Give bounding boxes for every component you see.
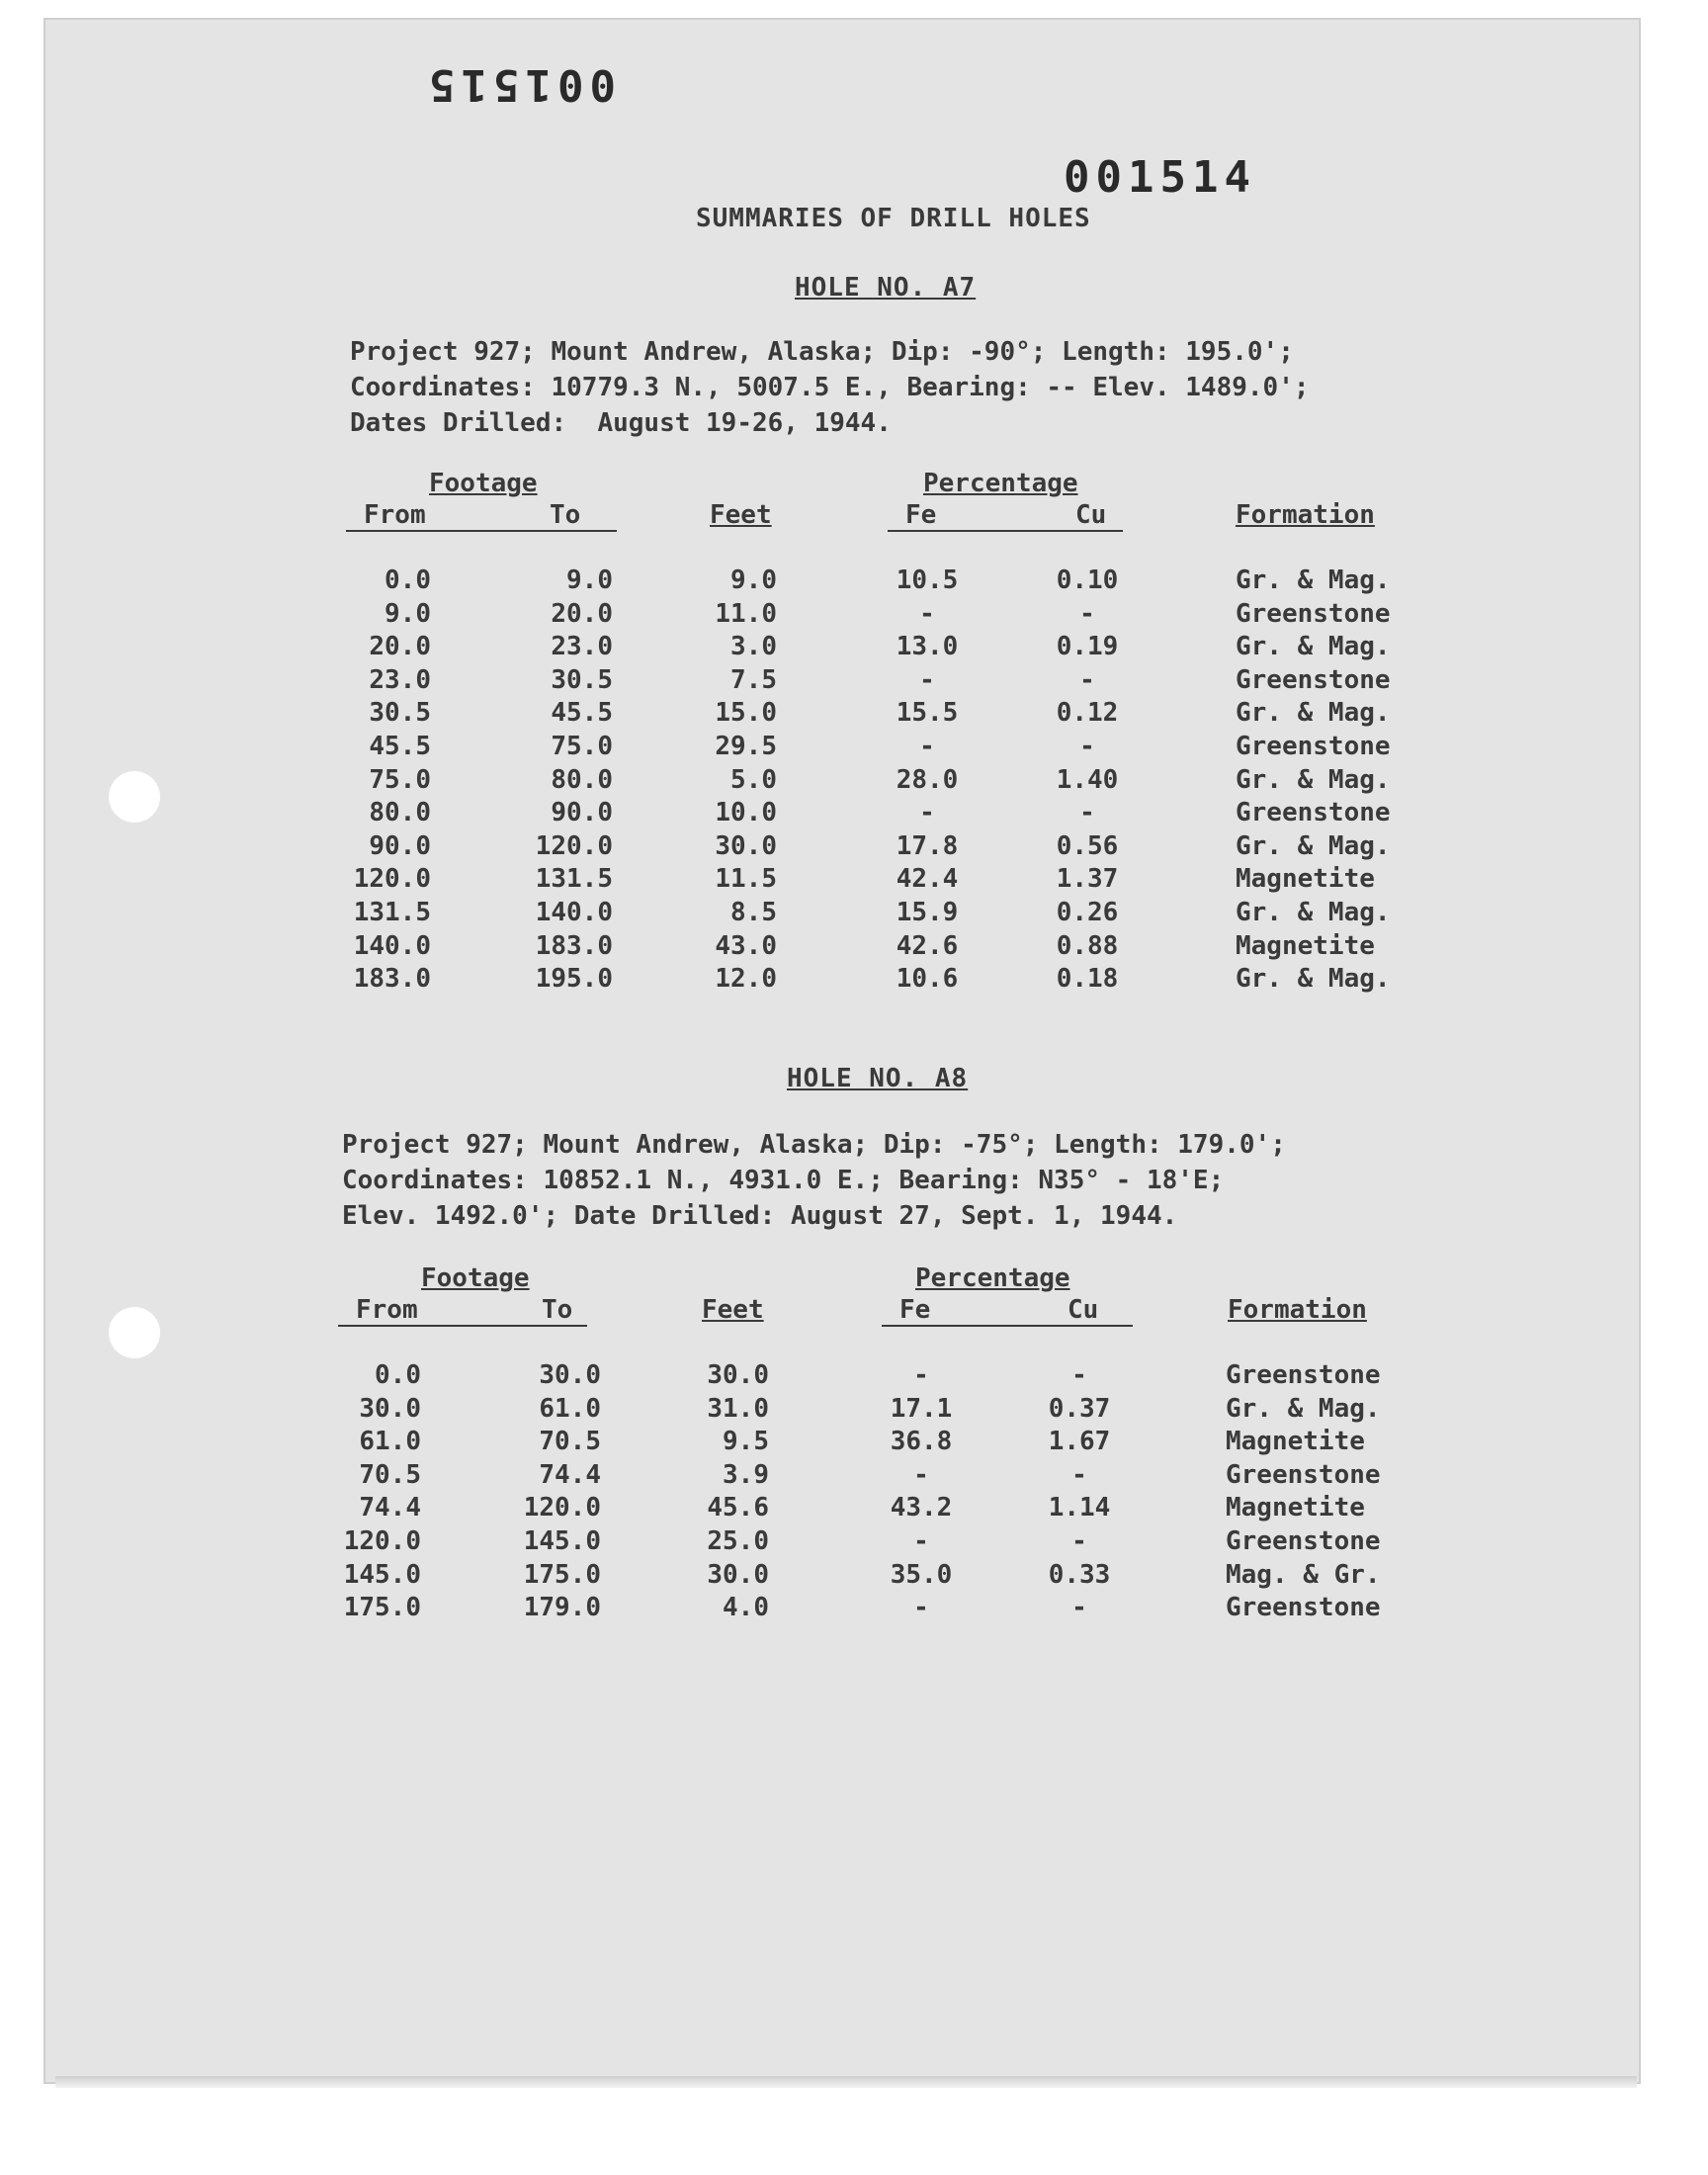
hole-a7-header-formation: Formation <box>1236 500 1375 530</box>
cell-formation: Greenstone <box>1226 1593 1381 1623</box>
cell-fe: - <box>919 732 935 761</box>
cell-cu: 1.40 <box>1056 764 1119 795</box>
cell-feet: 3.9 <box>723 1459 769 1490</box>
cell-feet: 25.0 <box>707 1526 769 1556</box>
cell-fe: 43.2 <box>890 1493 953 1523</box>
cell-feet: 4.0 <box>723 1593 769 1623</box>
table-row <box>0 1593 1708 1626</box>
table-row <box>0 931 1708 965</box>
hole-a8-info-line-3: Elev. 1492.0'; Date Drilled: August 27, Sept. 1, 1944. <box>342 1201 1178 1231</box>
cell-formation: Gr. & Mag. <box>1236 964 1391 995</box>
hole-a7-header-fe: Fe <box>905 500 937 530</box>
cell-to: 195.0 <box>535 964 613 995</box>
hole-a7-info-line-1: Project 927; Mount Andrew, Alaska; Dip: -90°; Length: 195.0'; <box>350 337 1294 367</box>
table-row <box>0 698 1708 732</box>
hole-a7-header-footage: Footage <box>429 469 538 498</box>
hole-a8-info-line-1: Project 927; Mount Andrew, Alaska; Dip: -75°; Length: 179.0'; <box>342 1130 1286 1160</box>
hole-a7-header-to: To <box>550 500 581 530</box>
cell-to: 75.0 <box>551 732 613 761</box>
cell-to: 9.0 <box>566 566 613 595</box>
cell-from: 75.0 <box>369 764 431 795</box>
cell-cu: 0.10 <box>1056 566 1119 595</box>
table-row <box>0 1427 1708 1460</box>
table-row <box>0 566 1708 599</box>
cell-from: 80.0 <box>369 798 431 828</box>
cell-cu: - <box>1079 664 1095 695</box>
cell-feet: 11.5 <box>715 864 777 895</box>
cell-from: 120.0 <box>353 864 431 895</box>
cell-formation: Greenstone <box>1236 598 1391 629</box>
hole-a8-footage-rule <box>338 1325 587 1327</box>
cell-feet: 12.0 <box>715 964 777 995</box>
cell-from: 20.0 <box>369 632 431 662</box>
table-row <box>0 765 1708 799</box>
cell-fe: 10.5 <box>896 566 959 595</box>
cell-from: 120.0 <box>343 1526 421 1556</box>
cell-formation: Greenstone <box>1226 1459 1381 1490</box>
hole-a8-info-line-2: Coordinates: 10852.1 N., 4931.0 E.; Bearing: N35° - 18'E; <box>342 1166 1225 1195</box>
cell-from: 183.0 <box>353 964 431 995</box>
cell-cu: 1.37 <box>1056 864 1119 895</box>
cell-fe: 13.0 <box>896 632 959 662</box>
hole-a8-percentage-rule <box>882 1325 1133 1327</box>
cell-fe: 10.6 <box>896 964 959 995</box>
cell-fe: - <box>919 598 935 629</box>
hole-a7-header-cu: Cu <box>1075 500 1107 530</box>
cell-feet: 8.5 <box>730 898 777 927</box>
cell-fe: 28.0 <box>896 764 959 795</box>
cell-formation: Gr. & Mag. <box>1236 632 1391 662</box>
cell-formation: Greenstone <box>1236 732 1391 761</box>
cell-formation: Gr. & Mag. <box>1236 898 1391 927</box>
hole-a8-header-formation: Formation <box>1228 1295 1367 1325</box>
cell-to: 120.0 <box>535 830 613 861</box>
hole-a7-header-from: From <box>364 500 426 530</box>
paper-sheet <box>43 18 1641 2084</box>
cell-to: 175.0 <box>523 1559 601 1590</box>
cell-from: 9.0 <box>384 598 431 629</box>
hole-a7-footage-rule <box>346 530 617 532</box>
cell-to: 20.0 <box>551 598 613 629</box>
table-row <box>0 798 1708 831</box>
cell-feet: 30.0 <box>707 1559 769 1590</box>
cell-to: 120.0 <box>523 1493 601 1523</box>
cell-cu: - <box>1079 598 1095 629</box>
cell-from: 131.5 <box>353 898 431 927</box>
cell-cu: 0.19 <box>1056 632 1119 662</box>
cell-formation: Greenstone <box>1226 1360 1381 1390</box>
table-row <box>0 1394 1708 1428</box>
cell-formation: Greenstone <box>1226 1526 1381 1556</box>
hole-a8-header-cu: Cu <box>1068 1295 1099 1325</box>
table-row <box>0 964 1708 998</box>
cell-to: 30.0 <box>539 1360 601 1390</box>
cell-fe: - <box>913 1459 929 1490</box>
cell-formation: Greenstone <box>1236 798 1391 828</box>
cell-to: 45.5 <box>551 698 613 729</box>
cell-fe: 15.5 <box>896 698 959 729</box>
cell-cu: - <box>1071 1360 1087 1390</box>
table-row <box>0 898 1708 931</box>
cell-to: 30.5 <box>551 664 613 695</box>
cell-fe: 42.4 <box>896 864 959 895</box>
cell-to: 80.0 <box>551 764 613 795</box>
cell-fe: 42.6 <box>896 930 959 961</box>
table-row <box>0 864 1708 898</box>
table-row <box>0 632 1708 665</box>
cell-to: 140.0 <box>535 898 613 927</box>
cell-feet: 10.0 <box>715 798 777 828</box>
cell-from: 30.5 <box>369 698 431 729</box>
cell-formation: Gr. & Mag. <box>1236 698 1391 729</box>
cell-from: 140.0 <box>353 930 431 961</box>
cell-feet: 11.0 <box>715 598 777 629</box>
cell-feet: 9.0 <box>730 566 777 595</box>
cell-fe: - <box>913 1593 929 1623</box>
hole-a7-header-feet: Feet <box>710 500 772 530</box>
cell-cu: 1.67 <box>1048 1427 1111 1457</box>
cell-cu: - <box>1071 1526 1087 1556</box>
hole-a8-header-from: From <box>356 1295 418 1325</box>
cell-feet: 31.0 <box>707 1393 769 1424</box>
cell-formation: Greenstone <box>1236 664 1391 695</box>
cell-to: 131.5 <box>535 864 613 895</box>
hole-a7-title: HOLE NO. A7 <box>795 273 977 303</box>
table-row <box>0 1560 1708 1594</box>
paper-bottom-edge <box>55 2076 1637 2088</box>
cell-to: 70.5 <box>539 1427 601 1457</box>
cell-to: 183.0 <box>535 930 613 961</box>
cell-from: 74.4 <box>359 1493 421 1523</box>
cell-formation: Magnetite <box>1226 1493 1365 1523</box>
cell-from: 23.0 <box>369 664 431 695</box>
cell-feet: 43.0 <box>715 930 777 961</box>
table-row <box>0 1493 1708 1526</box>
hole-a8-header-percentage: Percentage <box>915 1263 1070 1293</box>
cell-formation: Magnetite <box>1236 864 1375 895</box>
hole-a8-title: HOLE NO. A8 <box>787 1064 969 1093</box>
cell-cu: - <box>1071 1459 1087 1490</box>
cell-feet: 15.0 <box>715 698 777 729</box>
cell-fe: 15.9 <box>896 898 959 927</box>
table-row <box>0 1460 1708 1494</box>
cell-from: 30.0 <box>359 1393 421 1424</box>
cell-feet: 5.0 <box>730 764 777 795</box>
cell-from: 145.0 <box>343 1559 421 1590</box>
cell-cu: 0.56 <box>1056 830 1119 861</box>
cell-cu: - <box>1071 1593 1087 1623</box>
hole-a7-info-line-2: Coordinates: 10779.3 N., 5007.5 E., Bearing: -- Elev. 1489.0'; <box>350 373 1310 402</box>
table-row <box>0 1526 1708 1560</box>
hole-a8-header-to: To <box>542 1295 573 1325</box>
cell-from: 175.0 <box>343 1593 421 1623</box>
document-title: SUMMARIES OF DRILL HOLES <box>696 204 1091 233</box>
cell-fe: - <box>913 1526 929 1556</box>
cell-to: 74.4 <box>539 1459 601 1490</box>
cell-formation: Gr. & Mag. <box>1236 566 1391 595</box>
cell-cu: 0.37 <box>1048 1393 1111 1424</box>
cell-fe: 36.8 <box>890 1427 953 1457</box>
cell-cu: 1.14 <box>1048 1493 1111 1523</box>
cell-to: 145.0 <box>523 1526 601 1556</box>
cell-to: 61.0 <box>539 1393 601 1424</box>
cell-from: 70.5 <box>359 1459 421 1490</box>
cell-feet: 30.0 <box>715 830 777 861</box>
cell-cu: - <box>1079 732 1095 761</box>
cell-to: 90.0 <box>551 798 613 828</box>
cell-formation: Magnetite <box>1226 1427 1365 1457</box>
cell-formation: Gr. & Mag. <box>1236 830 1391 861</box>
cell-from: 45.5 <box>369 732 431 761</box>
stamp-number: 001514 <box>1064 152 1256 203</box>
hole-a7-info-line-3: Dates Drilled: August 19-26, 1944. <box>350 408 892 438</box>
hole-a8-header-footage: Footage <box>421 1263 530 1293</box>
cell-feet: 30.0 <box>707 1360 769 1390</box>
cell-cu: 0.26 <box>1056 898 1119 927</box>
cell-cu: 0.18 <box>1056 964 1119 995</box>
hole-a8-header-feet: Feet <box>702 1295 764 1325</box>
hole-a7-header-percentage: Percentage <box>923 469 1078 498</box>
table-row <box>0 665 1708 699</box>
cell-from: 61.0 <box>359 1427 421 1457</box>
cell-feet: 29.5 <box>715 732 777 761</box>
cell-fe: - <box>913 1360 929 1390</box>
cell-to: 179.0 <box>523 1593 601 1623</box>
cell-fe: 17.1 <box>890 1393 953 1424</box>
table-row <box>0 831 1708 865</box>
punch-hole-lower <box>109 1307 160 1358</box>
cell-cu: - <box>1079 798 1095 828</box>
table-row <box>0 732 1708 765</box>
cell-feet: 7.5 <box>730 664 777 695</box>
table-row <box>0 599 1708 633</box>
cell-feet: 3.0 <box>730 632 777 662</box>
cell-fe: - <box>919 664 935 695</box>
stamp-number-flipped: 001515 <box>423 59 616 110</box>
cell-formation: Magnetite <box>1236 930 1375 961</box>
cell-fe: - <box>919 798 935 828</box>
cell-formation: Gr. & Mag. <box>1236 764 1391 795</box>
cell-fe: 35.0 <box>890 1559 953 1590</box>
hole-a7-percentage-rule <box>888 530 1123 532</box>
cell-from: 0.0 <box>384 566 431 595</box>
cell-from: 0.0 <box>375 1360 421 1390</box>
cell-cu: 0.88 <box>1056 930 1119 961</box>
cell-formation: Mag. & Gr. <box>1226 1559 1381 1590</box>
cell-cu: 0.33 <box>1048 1559 1111 1590</box>
table-row <box>0 1360 1708 1394</box>
cell-cu: 0.12 <box>1056 698 1119 729</box>
cell-from: 90.0 <box>369 830 431 861</box>
cell-to: 23.0 <box>551 632 613 662</box>
cell-feet: 45.6 <box>707 1493 769 1523</box>
hole-a8-header-fe: Fe <box>899 1295 931 1325</box>
cell-fe: 17.8 <box>896 830 959 861</box>
cell-formation: Gr. & Mag. <box>1226 1393 1381 1424</box>
cell-feet: 9.5 <box>723 1427 769 1457</box>
